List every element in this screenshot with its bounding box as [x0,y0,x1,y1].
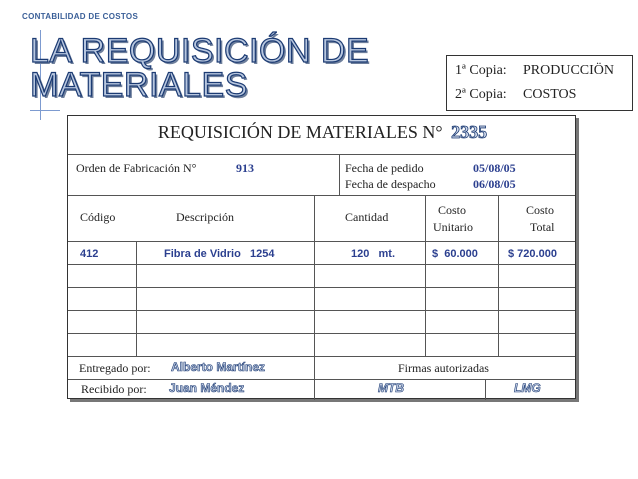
order-date-value: 05/08/05 [473,161,516,175]
column-header-unit-cost-1: Costo [438,203,467,217]
form-divider [314,241,315,356]
row-description: Fibra de Vidrio 1254 [164,248,275,260]
order-date-label: Fecha de pedido [345,161,424,175]
requisition-form [67,115,576,399]
copy-row-costs [455,83,624,107]
slide-title-line-2: MATERIALES [30,66,248,104]
form-divider [314,356,315,400]
slide-title-line-1: LA REQUISICIÓN DE [30,32,370,70]
form-divider [498,195,499,356]
row-unit-cost: $ 60.000 [432,248,478,260]
dispatch-date-label: Fecha de despacho [345,177,436,191]
delivered-by-name: Alberto Martínez [171,360,266,374]
copy-value: PRODUCCIÖN [523,63,615,78]
form-divider [136,241,137,356]
copy-label: 1ª Copia: [455,63,507,78]
delivered-label: Entregado por: [79,361,151,375]
copies-box [446,55,633,111]
form-divider [425,195,426,356]
authorized-signatures-label: Firmas autorizadas [398,361,489,375]
column-header-description: Descripción [176,210,234,224]
requisition-number: 2335 [451,122,488,142]
form-divider [314,195,315,241]
row-code: 412 [80,248,99,260]
copy-value: COSTOS [523,87,577,102]
form-divider [68,379,575,380]
copy-row-production [455,59,624,83]
form-divider [339,154,340,195]
form-divider [68,154,575,155]
slide-title [30,34,369,102]
section-header: CONTABILIDAD DE COSTOS [22,12,139,21]
form-title [68,118,577,146]
received-label: Recibido por: [81,382,147,396]
received-by-name: Juan Méndez [169,381,245,395]
form-divider [68,356,575,357]
column-header-total-cost-1: Costo [526,203,555,217]
form-divider [485,379,486,400]
form-title-text: REQUISICIÓN DE MATERIALES N° [157,122,443,142]
row-quantity: 120 mt. [351,248,396,260]
column-header-unit-cost-2: Unitario [433,220,473,234]
dispatch-date-value: 06/08/05 [473,177,516,191]
decorative-horizontal-line [30,110,60,111]
copy-label: 2ª Copia: [455,87,507,102]
column-header-code: Código [80,210,116,224]
signature-lmg: LMG [514,381,541,395]
row-total-cost: $ 720.000 [508,248,557,260]
order-number: 913 [236,161,254,175]
column-header-total-cost-2: Total [530,220,555,234]
column-header-quantity: Cantidad [345,210,389,224]
order-label: Orden de Fabricación N° [76,161,197,175]
signature-mtb: MTB [378,381,404,395]
